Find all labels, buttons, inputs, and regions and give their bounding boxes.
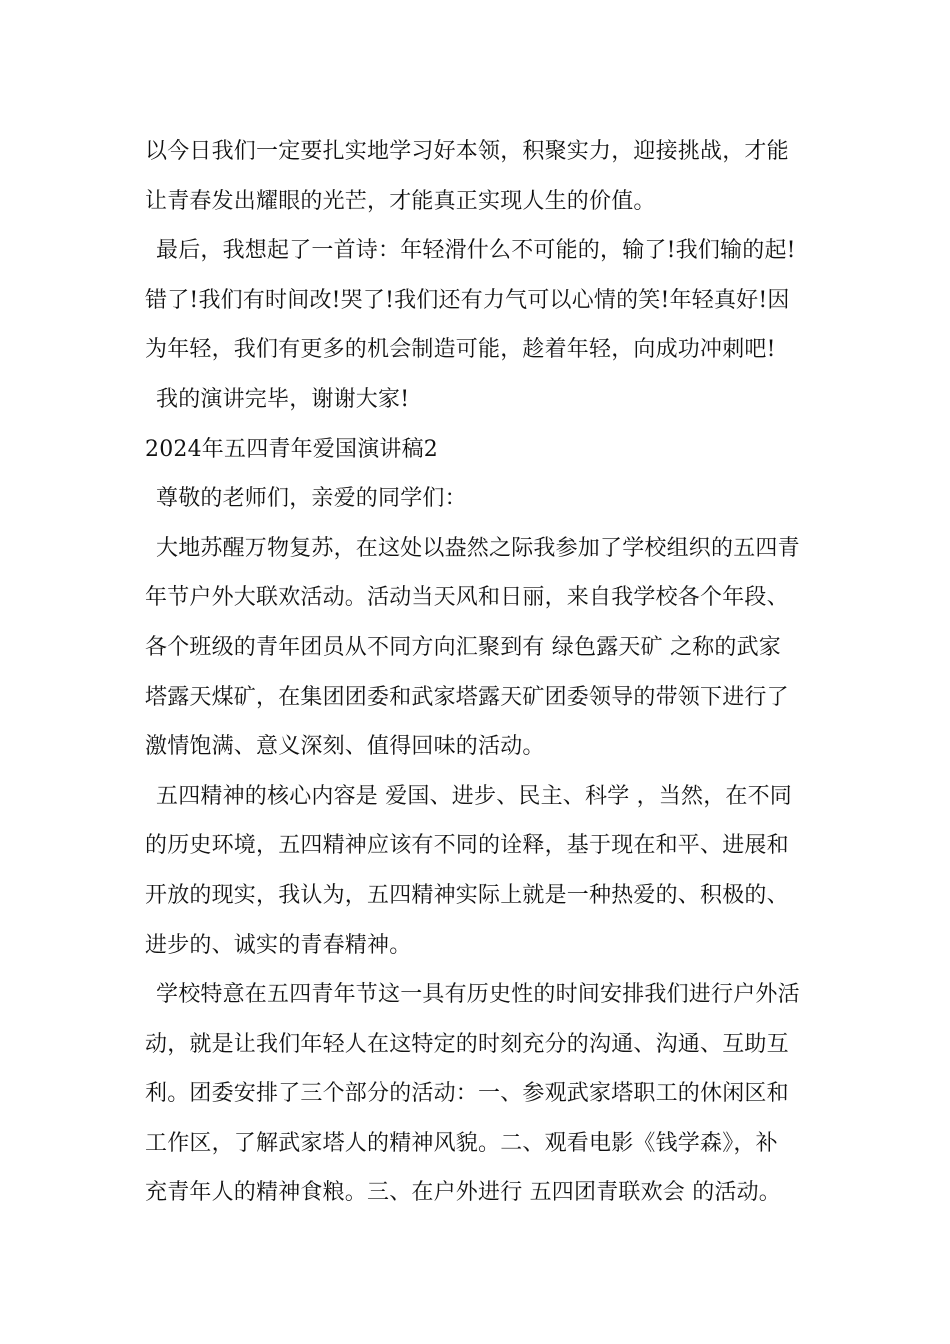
text-line: 年节户外大联欢活动。活动当天风和日丽，来自我学校各个年段、 [145,585,789,611]
text-line: 为年轻，我们有更多的机会制造可能，趁着年轻，向成功冲刺吧! [145,337,776,363]
text-line: 进步的、诚实的青春精神。 [145,932,412,958]
text-line: 开放的现实，我认为，五四精神实际上就是一种热爱的、积极的、 [145,882,789,908]
text-line: 五四精神的核心内容是 爱国、进步、民主、科学 ，当然，在不同 [156,783,792,809]
salutation: 尊敬的老师们，亲爱的同学们： [156,486,467,512]
text-line: 让青春发出耀眼的光芒，才能真正实现人生的价值。 [145,188,656,214]
text-line: 塔露天煤矿，在集团团委和武家塔露天矿团委领导的带领下进行了 [145,684,789,710]
section-title: 2024年五四青年爱国演讲稿2 [145,436,438,462]
text-line: 利。团委安排了三个部分的活动：一、参观武家塔职工的休闲区和 [145,1081,789,1107]
text-line: 大地苏醒万物复苏，在这处以盎然之际我参加了学校组织的五四青 [156,535,800,561]
text-line: 激情饱满、意义深刻、值得回味的活动。 [145,734,545,760]
document-body [145,127,810,1218]
text-line: 错了!我们有时间改!哭了!我们还有力气可以心情的笑!年轻真好!因 [145,287,790,313]
text-line: 充青年人的精神食粮。三、在户外进行 五四团青联欢会 的活动。 [145,1180,781,1206]
text-line: 工作区，了解武家塔人的精神风貌。二、观看电影《钱学森》，补 [145,1130,778,1156]
text-line: 以今日我们一定要扎实地学习好本领，积聚实力，迎接挑战，才能 [145,139,789,164]
text-line: 各个班级的青年团员从不同方向汇聚到有 绿色露天矿 之称的武家 [145,634,781,660]
text-line: 学校特意在五四青年节这一具有历史性的时间安排我们进行户外活 [156,982,800,1008]
closing-line: 我的演讲完毕，谢谢大家! [156,386,410,412]
text-line: 最后，我想起了一首诗：年轻滑什么不可能的，输了!我们输的起! [156,238,796,264]
text-line: 动，就是让我们年轻人在这特定的时刻充分的沟通、沟通、互助互 [145,1031,789,1057]
text-line: 的历史环境，五四精神应该有不同的诠释，基于现在和平、进展和 [145,833,789,859]
